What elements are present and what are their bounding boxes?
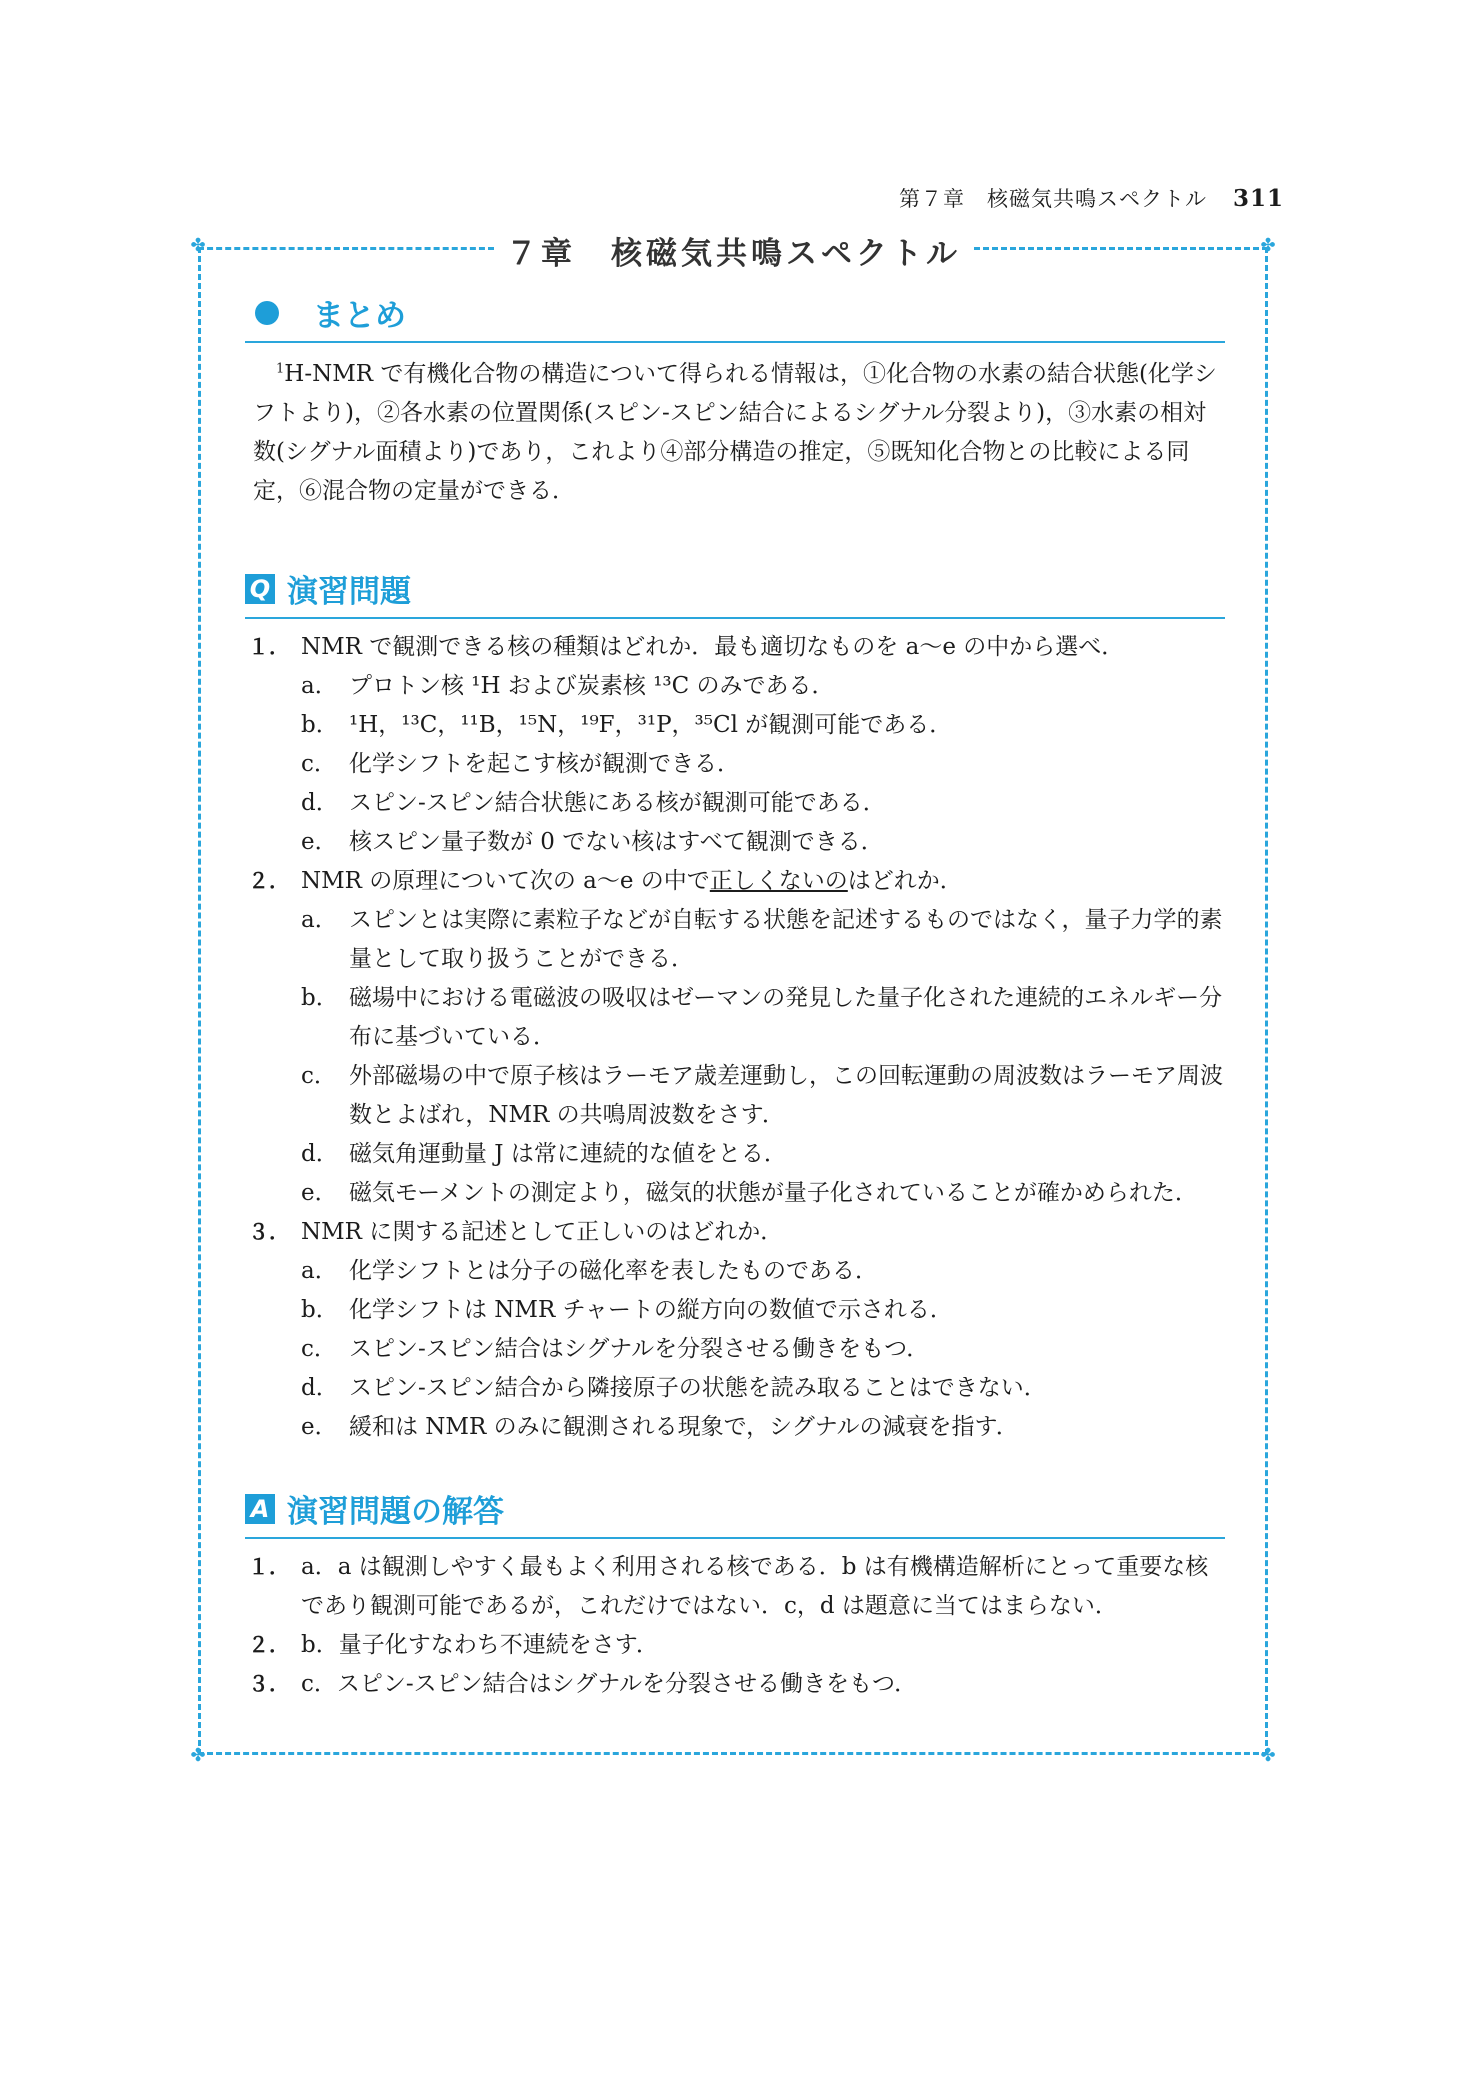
- option-a: [248, 1252, 1228, 1291]
- question-text: [301, 862, 963, 901]
- answer-3: [248, 1665, 1228, 1704]
- answers-heading: [245, 1486, 1225, 1539]
- option-label: d．: [301, 790, 339, 816]
- question-text-underlined: 正しくないの: [709, 868, 848, 894]
- corner-ornament-icon: ✤: [190, 235, 206, 256]
- option-text: 磁気モーメントの測定より，磁気的状態が量子化されていることが確かめられた．: [349, 1180, 1198, 1206]
- option-label: a．: [301, 673, 338, 699]
- option-text: 核スピン量子数が 0 でない核はすべて観測できる．: [349, 829, 884, 855]
- question-text-start: NMR の原理について次の a〜e の中で: [301, 868, 710, 894]
- option-d: [248, 1135, 1228, 1174]
- page-number: 311: [1232, 185, 1284, 212]
- option-c: [248, 1057, 1228, 1135]
- option-label: c．: [301, 1336, 337, 1362]
- frame-left-border: [198, 247, 201, 1755]
- frame-right-border: [1265, 247, 1268, 1755]
- option-a: [248, 901, 1228, 979]
- question-text-end: はどれか．: [847, 868, 963, 894]
- option-label: c．: [301, 1063, 337, 1089]
- option-label: e．: [301, 829, 338, 855]
- option-e: [248, 1408, 1228, 1447]
- option-e: [248, 1174, 1228, 1213]
- answer-1: [248, 1548, 1228, 1626]
- option-text: プロトン核 ¹H および炭素核 ¹³C のみである．: [349, 673, 835, 699]
- answer-list: [248, 1548, 1228, 1704]
- option-d: [248, 1369, 1228, 1408]
- question-number: ３．: [248, 1220, 290, 1244]
- option-text: 磁気角運動量 J は常に連続的な値をとる．: [349, 1141, 787, 1167]
- option-text: 外部磁場の中で原子核はラーモア歳差運動し，この回転運動の周波数はラーモア周波数とよばれ，NMR の共鳴周波数をさす．: [349, 1063, 1223, 1128]
- option-label: a．: [301, 1258, 338, 1284]
- option-text: 化学シフトを起こす核が観測できる．: [349, 751, 740, 777]
- option-d: [248, 784, 1228, 823]
- option-label: d．: [301, 1375, 339, 1401]
- answer-number: １．: [248, 1555, 290, 1579]
- answer-text: c．スピン-スピン結合はシグナルを分裂させる働きをもつ．: [301, 1671, 918, 1697]
- answer-text: a．a は観測しやすく最もよく利用される核である．b は有機構造解析にとって重要な核であり観測可能であるが，これだけではない．c，d は題意に当てはまらない．: [301, 1554, 1209, 1619]
- option-a: [248, 667, 1228, 706]
- answer-badge-icon: A: [245, 1494, 275, 1524]
- option-label: b．: [301, 985, 339, 1011]
- question-number: ２．: [248, 869, 290, 893]
- option-b: [248, 1291, 1228, 1330]
- option-text: スピンとは実際に素粒子などが自転する状態を記述するものではなく，量子力学的素量として取り扱うことができる．: [349, 907, 1223, 972]
- option-text: 化学シフトとは分子の磁化率を表したものである．: [349, 1258, 878, 1284]
- option-text: 緩和は NMR のみに観測される現象で，シグナルの減衰を指す．: [349, 1414, 1019, 1440]
- summary-paragraph: [253, 355, 1225, 511]
- option-label: b．: [301, 1297, 339, 1323]
- option-label: d．: [301, 1141, 339, 1167]
- option-e: [248, 823, 1228, 862]
- answers-heading-label: 演習問題の解答: [287, 1494, 504, 1530]
- option-label: e．: [301, 1180, 338, 1206]
- option-label: e．: [301, 1414, 338, 1440]
- corner-ornament-icon: ✤: [1260, 1745, 1276, 1766]
- question-text: NMR に関する記述として正しいのはどれか．: [301, 1219, 784, 1245]
- option-c: [248, 1330, 1228, 1369]
- option-text: スピン-スピン結合はシグナルを分裂させる働きをもつ．: [349, 1336, 930, 1362]
- option-text: 磁場中における電磁波の吸収はゼーマンの発見した量子化された連続的エネルギー分布に基づいている．: [349, 985, 1223, 1050]
- answer-number: ３．: [248, 1672, 290, 1696]
- superscript: 1: [276, 361, 285, 377]
- question-list: [248, 628, 1228, 1447]
- summary-text: H-NMR で有機化合物の構造について得られる情報は，①化合物の水素の結合状態(化学シフトより)，②各水素の位置関係(スピン-スピン結合によるシグナル分裂より)，③水素の相対数(シグナル面積より)であり，これより④部分構造の推定，⑤既知化合物との比較による同定，⑥混合物の定量ができる．: [253, 361, 1217, 504]
- option-b: [248, 706, 1228, 745]
- option-text: 化学シフトは NMR チャートの縦方向の数値で示される．: [349, 1297, 953, 1323]
- answer-2: [248, 1626, 1228, 1665]
- option-label: c．: [301, 751, 337, 777]
- question-text: NMR で観測できる核の種類はどれか．最も適切なものを a〜e の中から選べ．: [301, 634, 1125, 660]
- question-number: １．: [248, 635, 290, 659]
- frame-bottom-border: [198, 1752, 1268, 1755]
- option-text: スピン-スピン結合状態にある核が観測可能である．: [349, 790, 886, 816]
- question-1: [248, 628, 1228, 667]
- option-label: a．: [301, 907, 338, 933]
- summary-heading: [245, 290, 1225, 343]
- exercises-heading: [245, 566, 1225, 619]
- option-text: スピン-スピン結合から隣接原子の状態を読み取ることはできない．: [349, 1375, 1047, 1401]
- option-c: [248, 745, 1228, 784]
- summary-heading-label: まとめ: [313, 298, 406, 334]
- answer-text: b．量子化すなわち不連続をさす．: [301, 1632, 659, 1658]
- running-head-chapter: 第７章 核磁気共鳴スペクトル: [898, 187, 1207, 211]
- option-label: b．: [301, 712, 339, 738]
- question-3: [248, 1213, 1228, 1252]
- option-text: ¹H，¹³C，¹¹B，¹⁵N，¹⁹F，³¹P，³⁵Cl が観測可能である．: [349, 712, 953, 738]
- option-b: [248, 979, 1228, 1057]
- corner-ornament-icon: ✤: [1260, 235, 1276, 256]
- exercises-heading-label: 演習問題: [287, 574, 411, 610]
- question-badge-icon: Q: [245, 574, 275, 604]
- question-2: [248, 862, 1228, 901]
- corner-ornament-icon: ✤: [190, 1745, 206, 1766]
- running-head: [899, 183, 1284, 213]
- bullet-dot-icon: [255, 301, 279, 325]
- answer-number: ２．: [248, 1633, 290, 1657]
- chapter-title: ７章 核磁気共鳴スペクトル: [506, 236, 961, 272]
